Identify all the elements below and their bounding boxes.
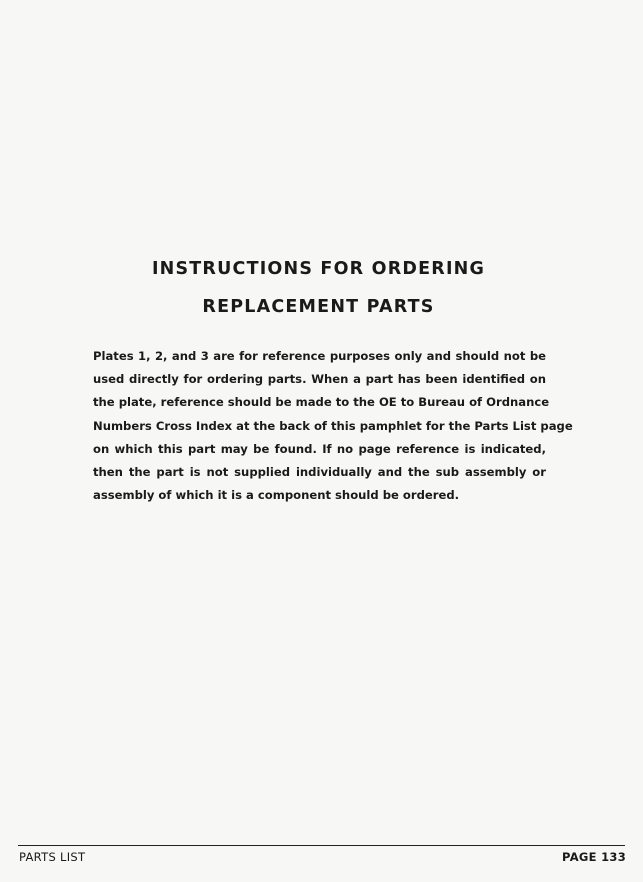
- heading-line-2: REPLACEMENT PARTS: [202, 297, 435, 317]
- paragraph-line: Plates 1, 2, and 3 are for reference purposes only and should not be: [93, 349, 546, 363]
- paragraph-line: then the part is not supplied individually and the sub assembly or: [93, 464, 546, 479]
- paragraph-line: on which this part may be found. If no page reference is indicated,: [93, 441, 546, 456]
- footer-rule: [18, 845, 625, 846]
- paragraph-line: used directly for ordering parts. When a part has been identified on: [93, 372, 546, 387]
- paragraph-line: Numbers Cross Index at the back of this pamphlet for the Parts List page: [93, 418, 573, 433]
- footer-section-label: PARTS LIST: [19, 850, 86, 864]
- instructions-paragraph: [93, 346, 573, 508]
- page-number: PAGE 133: [562, 850, 626, 864]
- paragraph-line: the plate, reference should be made to the OE to Bureau of Ordnance: [93, 395, 550, 410]
- paragraph-line: assembly of which it is a component should be ordered.: [93, 488, 460, 503]
- heading-line-1: INSTRUCTIONS FOR ORDERING: [151, 259, 486, 279]
